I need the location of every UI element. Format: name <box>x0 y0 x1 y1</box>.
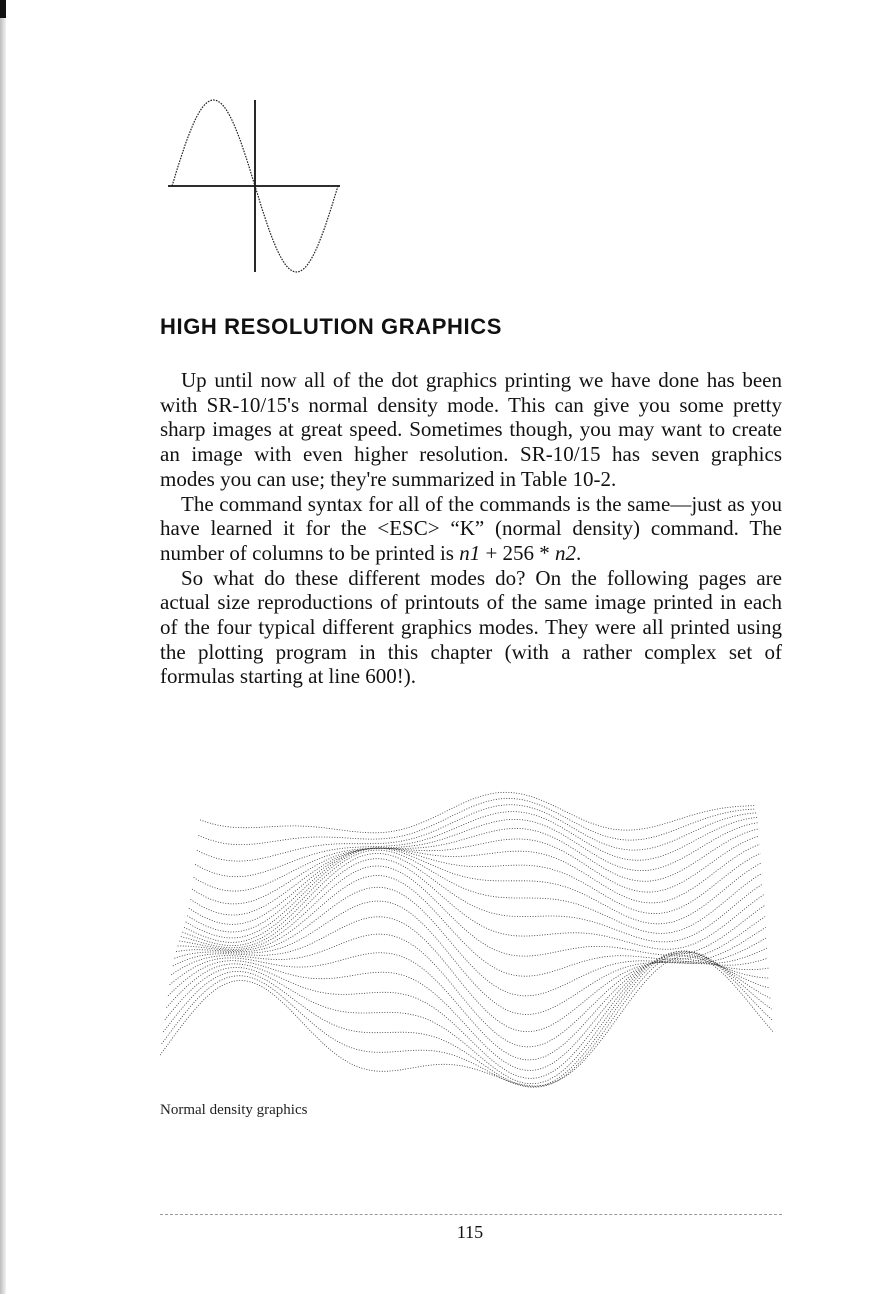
normal-density-surface-plot <box>160 780 775 1110</box>
paragraph-2-text-start: The command syntax for all of the commands is the same—just as you have learned it for the <ESC> “K” (normal density) command. The number of columns to be printed is <box>160 491 782 565</box>
surface-line <box>178 876 766 977</box>
figure-caption: Normal density graphics <box>160 1102 308 1118</box>
paragraph-1-text: Up until now all of the dot graphics printing we have done has been with SR-10/15's normal density mode. This can give you some pretty sharp images at great speed. Sometimes though, you may want to create an image with even higher resolution. SR-10/15 has seven graphics modes you can use; they're summarized in Table 10-2. <box>160 368 782 491</box>
surface-line <box>166 953 770 1078</box>
variable-n1: n1 <box>459 540 481 565</box>
surface-line <box>182 854 763 946</box>
surface-line <box>179 866 764 956</box>
surface-line <box>171 934 768 1047</box>
page-corner-mark <box>0 0 6 18</box>
surface-line <box>190 836 759 915</box>
page-binding-edge <box>0 0 6 1294</box>
variable-n2: n2 <box>555 540 577 565</box>
paragraph-3-text: So what do these different modes do? On the following pages are actual size reproductions of printouts of the same image printed in each of the four typical different graphics modes. They were all printed using the plotting program in this chapter (with a rather complex set of formulas starting at line 600!). <box>160 565 782 689</box>
surface-line <box>168 956 769 1071</box>
surface-line <box>194 819 758 891</box>
section-heading: HIGH RESOLUTION GRAPHICS <box>160 314 502 339</box>
surface-line <box>163 951 771 1087</box>
surface-wireframe-lines <box>160 792 773 1087</box>
surface-line <box>189 844 760 924</box>
paragraph-2-text-mid: + 256 * <box>480 540 556 565</box>
surface-line <box>187 848 761 932</box>
footer-rule <box>160 1214 782 1215</box>
surface-line <box>197 805 757 861</box>
surface-line <box>165 951 771 1083</box>
surface-line <box>174 901 766 1014</box>
paragraph-3 <box>160 566 782 690</box>
page-number: 115 <box>456 1222 484 1242</box>
surface-line <box>184 850 762 942</box>
sine-wave-plot <box>160 90 350 280</box>
surface-line <box>170 953 769 1060</box>
paragraph-2-text-end: . <box>576 540 582 565</box>
paragraph-2 <box>160 492 782 566</box>
paragraph-1 <box>160 368 782 492</box>
body-text <box>160 368 782 689</box>
surface-line <box>173 917 767 1032</box>
surface-line <box>200 792 755 833</box>
